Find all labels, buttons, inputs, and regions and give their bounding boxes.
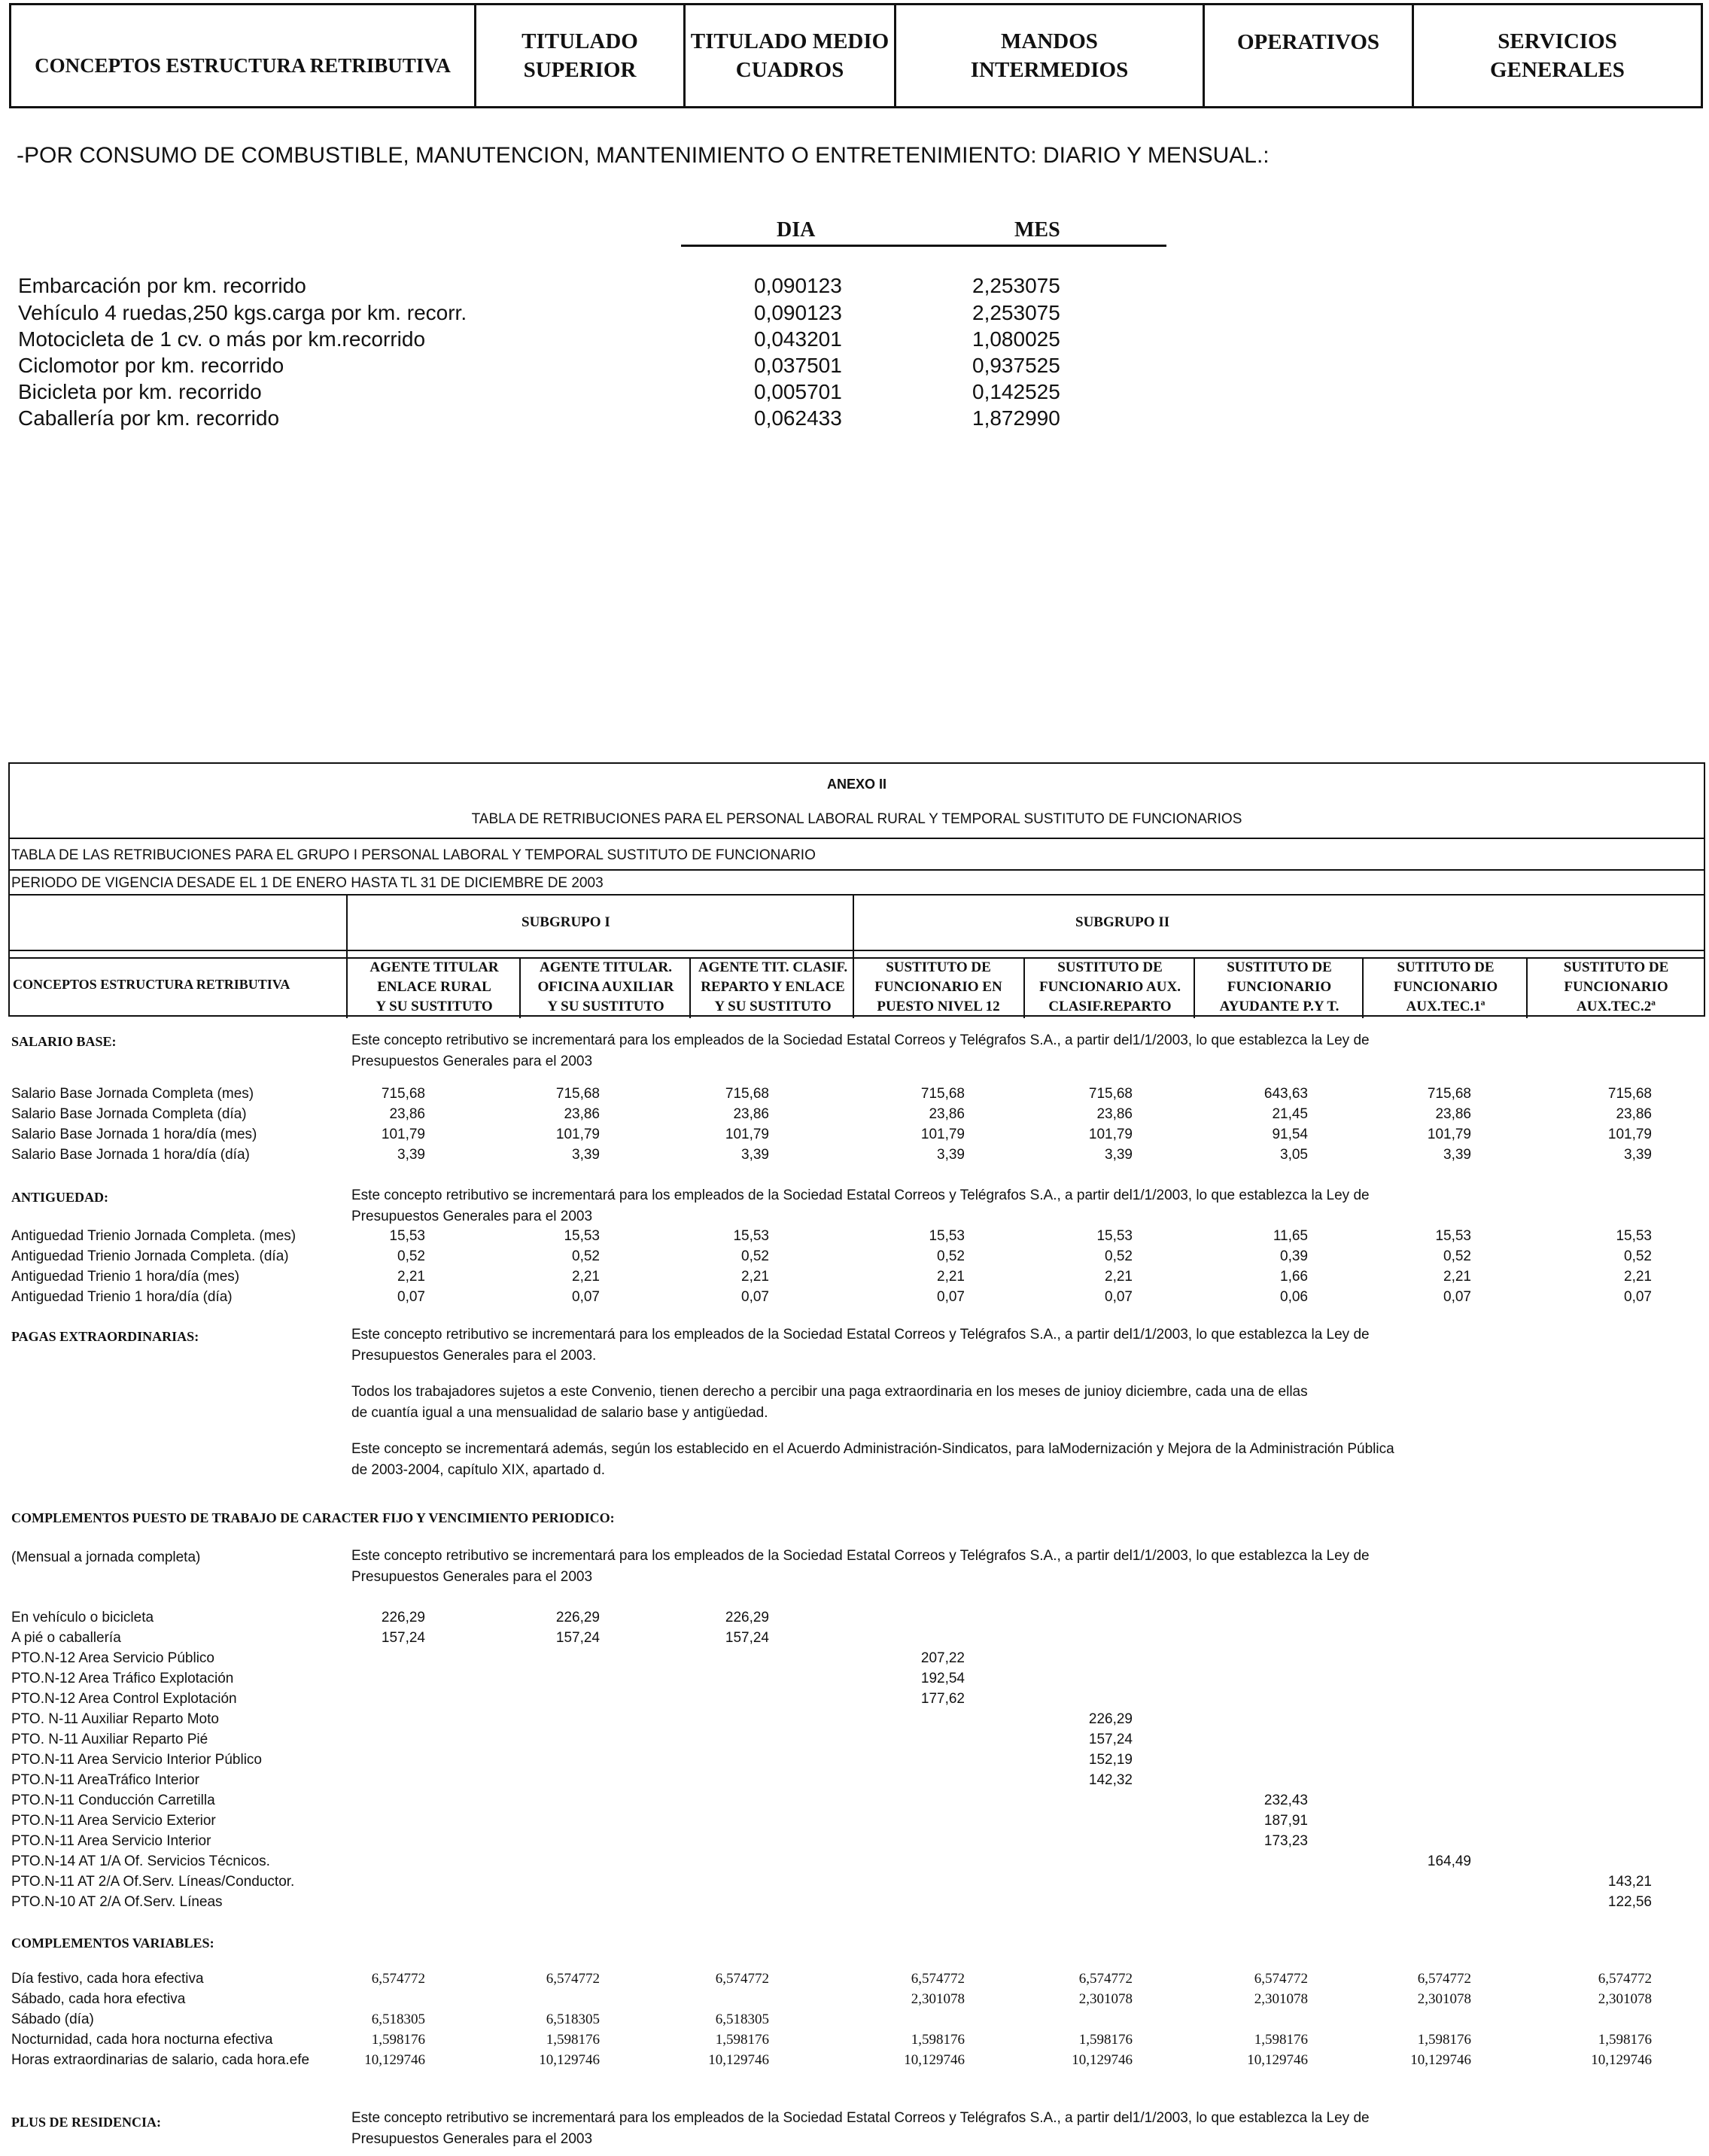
row-label: Día festivo, cada hora efectiva — [11, 1971, 204, 1987]
column-header-1 — [348, 958, 520, 1017]
row-value: 157,24 — [381, 1630, 425, 1646]
column-header-line: SUSTITUTO DE — [1057, 959, 1163, 975]
row-value: 0,07 — [1624, 1289, 1652, 1305]
section-antiguedad: ANTIGUEDAD: — [11, 1190, 109, 1205]
row-value: 3,39 — [397, 1147, 425, 1163]
row-label: PTO.N-11 Area Servicio Interior — [11, 1833, 211, 1849]
header-titulado-medio: TITULADO MEDIO CUADROS — [686, 5, 896, 106]
column-header-line: OFICINA AUXILIAR — [537, 979, 674, 995]
row-value: 157,24 — [725, 1630, 769, 1646]
col-divider — [1023, 957, 1025, 1018]
row-label: Sábado, cada hora efectiva — [11, 1991, 186, 2007]
annex-rule — [10, 869, 1704, 871]
row-value: 2,21 — [1624, 1269, 1652, 1285]
row-value: 3,39 — [1624, 1147, 1652, 1163]
fuel-row-dia: 0,005701 — [754, 380, 842, 403]
row-value: 226,29 — [381, 1610, 425, 1625]
column-header-line: FUNCIONARIO — [1227, 979, 1332, 995]
row-value: 3,39 — [572, 1147, 600, 1163]
row-value: 0,07 — [397, 1289, 425, 1305]
subgrupo-1-label: SUBGRUPO I — [522, 914, 610, 930]
row-label: En vehículo o bicicleta — [11, 1610, 154, 1625]
row-value: 6,518305 — [546, 2012, 600, 2027]
row-value: 0,07 — [937, 1289, 965, 1305]
column-header-line: FUNCIONARIO — [1564, 979, 1668, 995]
section-pagas: PAGAS EXTRAORDINARIAS: — [11, 1329, 199, 1344]
row-label: PTO.N-14 AT 1/A Of. Servicios Técnicos. — [11, 1853, 270, 1869]
row-label: PTO. N-11 Auxiliar Reparto Moto — [11, 1711, 219, 1727]
row-value: 2,301078 — [1417, 1991, 1471, 2007]
col-divider — [1526, 957, 1528, 1018]
row-value: 0,52 — [1443, 1248, 1471, 1264]
row-value: 715,68 — [1607, 1086, 1652, 1102]
row-label: Nocturnidad, cada hora nocturna efectiva — [11, 2032, 273, 2048]
annex-line2: PERIODO DE VIGENCIA DESADE EL 1 DE ENERO HASTA TL 31 DE DICIEMBRE DE 2003 — [11, 875, 604, 891]
row-value: 164,49 — [1427, 1853, 1471, 1869]
column-header-line: AUX.TEC.2ª — [1577, 999, 1656, 1014]
row-value: 6,574772 — [715, 1971, 769, 1987]
fuel-row-label: Motocicleta de 1 cv. o más por km.recorrido — [18, 327, 426, 351]
row-value: 3,39 — [741, 1147, 769, 1163]
column-header-2 — [522, 958, 690, 1017]
row-value: 15,53 — [929, 1228, 965, 1244]
fuel-row-dia: 0,043201 — [754, 327, 842, 351]
column-header-line: Y SU SUSTITUTO — [547, 999, 664, 1014]
row-value: 101,79 — [920, 1127, 965, 1142]
row-value: 715,68 — [1427, 1086, 1471, 1102]
row-value: 101,79 — [1607, 1127, 1652, 1142]
note-residencia: Este concepto retributivo se incrementará para los empleados de la Sociedad Estatal Correos y Telégrafos S.A., a partir del1/1/2003, lo que establezca la Ley de Presupuestos Generales para el 2003 — [351, 2110, 1370, 2147]
row-value: 152,19 — [1088, 1752, 1133, 1768]
row-value: 643,63 — [1264, 1086, 1308, 1102]
row-label: PTO.N-12 Area Control Explotación — [11, 1691, 237, 1707]
row-value: 2,21 — [1105, 1269, 1133, 1285]
row-value: 10,129746 — [1072, 2052, 1133, 2068]
row-value: 3,05 — [1280, 1147, 1308, 1163]
row-value: 226,29 — [725, 1610, 769, 1625]
row-value: 143,21 — [1607, 1874, 1652, 1890]
fuel-row-dia: 0,090123 — [754, 274, 842, 297]
fuel-row-mes: 0,937525 — [972, 354, 1060, 377]
header-operativos: OPERATIVOS — [1205, 5, 1414, 106]
row-label: PTO.N-12 Area Tráfico Explotación — [11, 1671, 234, 1686]
note-puesto: Este concepto retributivo se incrementará para los empleados de la Sociedad Estatal Correos y Telégrafos S.A., a partir del1/1/2003, lo que establezca la Ley de Presupuestos Generales para el 2003 — [351, 1548, 1370, 1585]
row-value: 23,86 — [733, 1106, 769, 1122]
row-value: 0,06 — [1280, 1289, 1308, 1305]
column-header-line: REPARTO Y ENLACE — [701, 979, 845, 995]
label-mensual: (Mensual a jornada completa) — [11, 1549, 201, 1565]
row-label: Antiguedad Trienio 1 hora/día (día) — [11, 1289, 233, 1305]
row-label: PTO.N-11 Conducción Carretilla — [11, 1793, 215, 1808]
fuel-header-rule — [681, 245, 1166, 247]
row-value: 192,54 — [920, 1671, 965, 1686]
row-value: 15,53 — [564, 1228, 600, 1244]
column-header-line: ENLACE RURAL — [377, 979, 491, 995]
col-divider — [689, 957, 691, 1018]
column-header-line: CLASIF.REPARTO — [1048, 999, 1172, 1014]
row-value: 0,07 — [1105, 1289, 1133, 1305]
row-label: Salario Base Jornada 1 hora/día (día) — [11, 1147, 250, 1163]
row-value: 0,52 — [937, 1248, 965, 1264]
row-value: 0,52 — [741, 1248, 769, 1264]
row-value: 6,574772 — [1598, 1971, 1652, 1987]
fuel-row-label: Bicicleta por km. recorrido — [18, 380, 262, 403]
row-value: 1,598176 — [1417, 2032, 1471, 2048]
fuel-row-label: Embarcación por km. recorrido — [18, 274, 306, 297]
row-value: 21,45 — [1272, 1106, 1308, 1122]
header-conceptos: CONCEPTOS ESTRUCTURA RETRIBUTIVA — [11, 5, 476, 106]
annex-conceptos: CONCEPTOS ESTRUCTURA RETRIBUTIVA — [13, 977, 290, 992]
note-salario: Este concepto retributivo se incrementará para los empleados de la Sociedad Estatal Correos y Telégrafos S.A., a partir del1/1/2003, lo que establezca la Ley de Presupuestos Generales para el 2003 — [351, 1032, 1370, 1069]
column-header-line: AUX.TEC.1ª — [1406, 999, 1485, 1014]
row-value: 207,22 — [920, 1650, 965, 1666]
row-label: Salario Base Jornada Completa (día) — [11, 1106, 247, 1122]
column-header-line: Y SU SUSTITUTO — [376, 999, 493, 1014]
fuel-row-mes: 2,253075 — [972, 301, 1060, 324]
row-value: 2,21 — [1443, 1269, 1471, 1285]
fuel-row-mes: 2,253075 — [972, 274, 1060, 297]
row-value: 15,53 — [1435, 1228, 1471, 1244]
column-header-line: AYUDANTE P.Y T. — [1219, 999, 1340, 1014]
row-label: PTO.N-11 AT 2/A Of.Serv. Líneas/Conductor. — [11, 1874, 295, 1890]
row-value: 10,129746 — [364, 2052, 425, 2068]
column-header-line: Y SU SUSTITUTO — [714, 999, 832, 1014]
note-pagas: Este concepto retributivo se incrementará para los empleados de la Sociedad Estatal Correos y Telégrafos S.A., a partir del1/1/2003, lo que establezca la Ley de Presupuestos Generales para el 2003. — [351, 1327, 1370, 1364]
row-label: Salario Base Jornada 1 hora/día (mes) — [11, 1127, 257, 1142]
annex-title: ANEXO II — [826, 777, 886, 792]
row-value: 2,21 — [572, 1269, 600, 1285]
row-value: 10,129746 — [904, 2052, 965, 2068]
row-value: 23,86 — [929, 1106, 965, 1122]
column-header-5 — [1026, 958, 1194, 1017]
section-salario-base: SALARIO BASE: — [11, 1034, 117, 1049]
row-value: 2,301078 — [1254, 1991, 1308, 2007]
row-value: 11,65 — [1273, 1228, 1308, 1244]
fuel-row-label: Ciclomotor por km. recorrido — [18, 354, 284, 377]
row-value: 10,129746 — [708, 2052, 769, 2068]
section-complementos-variables: COMPLEMENTOS VARIABLES: — [11, 1936, 214, 1951]
row-value: 6,574772 — [371, 1971, 425, 1987]
row-label: PTO.N-11 Area Servicio Exterior — [11, 1813, 216, 1829]
row-value: 101,79 — [381, 1127, 425, 1142]
fuel-row-mes: 0,142525 — [972, 380, 1060, 403]
row-value: 157,24 — [555, 1630, 600, 1646]
row-label: PTO. N-11 Auxiliar Reparto Pié — [11, 1732, 208, 1747]
column-header-7 — [1364, 958, 1527, 1017]
column-header-line: SUSTITUTO DE — [886, 959, 991, 975]
row-value: 1,598176 — [715, 2032, 769, 2048]
row-label: Antiguedad Trienio Jornada Completa. (mes) — [11, 1228, 296, 1244]
row-value: 6,574772 — [1254, 1971, 1308, 1987]
row-value: 715,68 — [555, 1086, 600, 1102]
row-value: 226,29 — [555, 1610, 600, 1625]
column-header-line: SUTITUTO DE — [1397, 959, 1495, 975]
row-value: 0,52 — [397, 1248, 425, 1264]
column-header-line: AGENTE TITULAR — [369, 959, 499, 975]
row-value: 0,52 — [1105, 1248, 1133, 1264]
fuel-title: -POR CONSUMO DE COMBUSTIBLE, MANUTENCION, MANTENIMIENTO O ENTRETENIMIENTO: DIARIO Y MENSUAL.: — [17, 143, 1270, 168]
annex-rule — [10, 894, 1704, 896]
row-value: 1,598176 — [371, 2032, 425, 2048]
row-label: Antiguedad Trienio Jornada Completa. (día) — [11, 1248, 289, 1264]
row-value: 6,574772 — [546, 1971, 600, 1987]
column-header-4 — [854, 958, 1023, 1017]
row-label: PTO.N-10 AT 2/A Of.Serv. Líneas — [11, 1894, 223, 1910]
row-value: 2,21 — [397, 1269, 425, 1285]
fuel-row-dia: 0,037501 — [754, 354, 842, 377]
column-header-3 — [692, 958, 854, 1017]
fuel-row-mes: 1,080025 — [972, 327, 1060, 351]
row-value: 15,53 — [389, 1228, 425, 1244]
row-value: 6,518305 — [715, 2012, 769, 2027]
annex-table-header — [8, 762, 1705, 1017]
row-value: 2,301078 — [1598, 1991, 1652, 2007]
row-value: 2,301078 — [911, 1991, 965, 2007]
row-value: 10,129746 — [1410, 2052, 1471, 2068]
row-value: 0,07 — [1443, 1289, 1471, 1305]
row-value: 10,129746 — [1591, 2052, 1652, 2068]
col-divider — [1194, 957, 1195, 1018]
row-value: 187,91 — [1264, 1813, 1308, 1829]
row-value: 2,301078 — [1078, 1991, 1133, 2007]
row-value: 1,598176 — [911, 2032, 965, 2048]
row-value: 157,24 — [1088, 1732, 1133, 1747]
col-divider — [519, 957, 521, 1018]
row-value: 177,62 — [920, 1691, 965, 1707]
column-header-line: FUNCIONARIO — [1393, 979, 1498, 995]
row-value: 2,21 — [741, 1269, 769, 1285]
column-header-line: FUNCIONARIO AUX. — [1039, 979, 1181, 995]
row-value: 2,21 — [937, 1269, 965, 1285]
section-plus-residencia: PLUS DE RESIDENCIA: — [11, 2115, 162, 2130]
row-value: 15,53 — [1616, 1228, 1652, 1244]
annex-rule — [10, 838, 1704, 839]
row-value: 3,39 — [1443, 1147, 1471, 1163]
col-divider — [1362, 957, 1364, 1018]
fuel-row-label: Vehículo 4 ruedas,250 kgs.carga por km. recorr. — [18, 301, 467, 324]
row-value: 715,68 — [920, 1086, 965, 1102]
row-value: 1,598176 — [1078, 2032, 1133, 2048]
row-value: 15,53 — [1096, 1228, 1133, 1244]
row-value: 23,86 — [389, 1106, 425, 1122]
row-value: 122,56 — [1607, 1894, 1652, 1910]
annex-line1: TABLA DE LAS RETRIBUCIONES PARA EL GRUPO I PERSONAL LABORAL Y TEMPORAL SUSTITUTO DE FUNCIONARIO — [11, 847, 816, 863]
row-value: 6,574772 — [1417, 1971, 1471, 1987]
row-label: Salario Base Jornada Completa (mes) — [11, 1086, 254, 1102]
column-header-line: FUNCIONARIO EN — [874, 979, 1002, 995]
row-value: 1,66 — [1280, 1269, 1308, 1285]
row-label: PTO.N-11 Area Servicio Interior Público — [11, 1752, 262, 1768]
annex-rule — [10, 950, 1704, 951]
header-mandos: MANDOS INTERMEDIOS — [896, 5, 1205, 106]
row-value: 173,23 — [1264, 1833, 1308, 1849]
row-label: Antiguedad Trienio 1 hora/día (mes) — [11, 1269, 240, 1285]
row-label: Horas extraordinarias de salario, cada hora.efe — [11, 2052, 310, 2068]
row-value: 0,52 — [572, 1248, 600, 1264]
header-titulado-superior: TITULADO SUPERIOR — [476, 5, 686, 106]
fuel-col-mes: MES — [1014, 218, 1060, 242]
row-value: 0,07 — [572, 1289, 600, 1305]
row-value: 10,129746 — [539, 2052, 600, 2068]
fuel-row-dia: 0,090123 — [754, 301, 842, 324]
row-value: 1,598176 — [546, 2032, 600, 2048]
row-value: 23,86 — [1616, 1106, 1652, 1122]
row-value: 6,574772 — [1078, 1971, 1133, 1987]
column-header-line: PUESTO NIVEL 12 — [877, 999, 1000, 1014]
note-antiguedad: Este concepto retributivo se incrementará para los empleados de la Sociedad Estatal Correos y Telégrafos S.A., a partir del1/1/2003, lo que establezca la Ley de Presupuestos Generales para el 2003 — [351, 1187, 1370, 1224]
col-divider — [346, 894, 348, 1018]
column-header-line: SUSTITUTO DE — [1227, 959, 1332, 975]
row-value: 232,43 — [1264, 1793, 1308, 1808]
note-acuerdo: Este concepto se incrementará además, según los establecido en el Acuerdo Administración-Sindicatos, para laModernización y Mejora de la Administración Pública de 2003-2004, capítulo XIX, apartado d. — [351, 1441, 1394, 1478]
row-value: 10,129746 — [1247, 2052, 1308, 2068]
column-header-line: AGENTE TITULAR. — [540, 959, 672, 975]
row-value: 91,54 — [1272, 1127, 1308, 1142]
row-value: 0,39 — [1280, 1248, 1308, 1264]
row-value: 101,79 — [725, 1127, 769, 1142]
subgrupo-2-label: SUBGRUPO II — [1075, 914, 1170, 930]
row-value: 142,32 — [1088, 1772, 1133, 1788]
row-value: 3,39 — [1105, 1147, 1133, 1163]
row-value: 715,68 — [1088, 1086, 1133, 1102]
row-label: Sábado (día) — [11, 2012, 94, 2027]
row-value: 101,79 — [1427, 1127, 1471, 1142]
annex-subtitle: TABLA DE RETRIBUCIONES PARA EL PERSONAL LABORAL RURAL Y TEMPORAL SUSTITUTO DE FUNCIONARIOS — [471, 811, 1242, 827]
column-header-6 — [1196, 958, 1363, 1017]
row-label: PTO.N-12 Area Servicio Público — [11, 1650, 214, 1666]
column-header-line: SUSTITUTO DE — [1563, 959, 1669, 975]
row-label: A pié o caballería — [11, 1630, 121, 1646]
row-value: 23,86 — [1096, 1106, 1133, 1122]
column-header-8 — [1528, 958, 1704, 1017]
row-label: PTO.N-11 AreaTráfico Interior — [11, 1772, 199, 1788]
column-header-line: AGENTE TIT. CLASIF. — [698, 959, 848, 975]
row-value: 6,518305 — [371, 2012, 425, 2027]
row-value: 15,53 — [733, 1228, 769, 1244]
top-header-table — [9, 3, 1703, 108]
row-value: 6,574772 — [911, 1971, 965, 1987]
row-value: 23,86 — [1435, 1106, 1471, 1122]
row-value: 3,39 — [937, 1147, 965, 1163]
row-value: 1,598176 — [1254, 2032, 1308, 2048]
row-value: 1,598176 — [1598, 2032, 1652, 2048]
row-value: 0,52 — [1624, 1248, 1652, 1264]
note-paga-extra: Todos los trabajadores sujetos a este Convenio, tienen derecho a percibir una paga extraordinaria en los meses de junioy diciembre, cada una de ellas de cuantía igual a una mensualidad de salario base y antigüedad. — [351, 1384, 1308, 1421]
row-value: 101,79 — [1088, 1127, 1133, 1142]
row-value: 226,29 — [1088, 1711, 1133, 1727]
row-value: 101,79 — [555, 1127, 600, 1142]
fuel-row-label: Caballería por km. recorrido — [18, 406, 280, 430]
section-complementos-puesto: COMPLEMENTOS PUESTO DE TRABAJO DE CARACTER FIJO Y VENCIMIENTO PERIODICO: — [11, 1510, 615, 1525]
row-value: 0,07 — [741, 1289, 769, 1305]
fuel-row-dia: 0,062433 — [754, 406, 842, 430]
row-value: 715,68 — [725, 1086, 769, 1102]
row-value: 23,86 — [564, 1106, 600, 1122]
header-servicios: SERVICIOS GENERALES — [1490, 29, 1625, 82]
fuel-row-mes: 1,872990 — [972, 406, 1060, 430]
fuel-col-dia: DIA — [777, 218, 816, 242]
row-value: 715,68 — [381, 1086, 425, 1102]
